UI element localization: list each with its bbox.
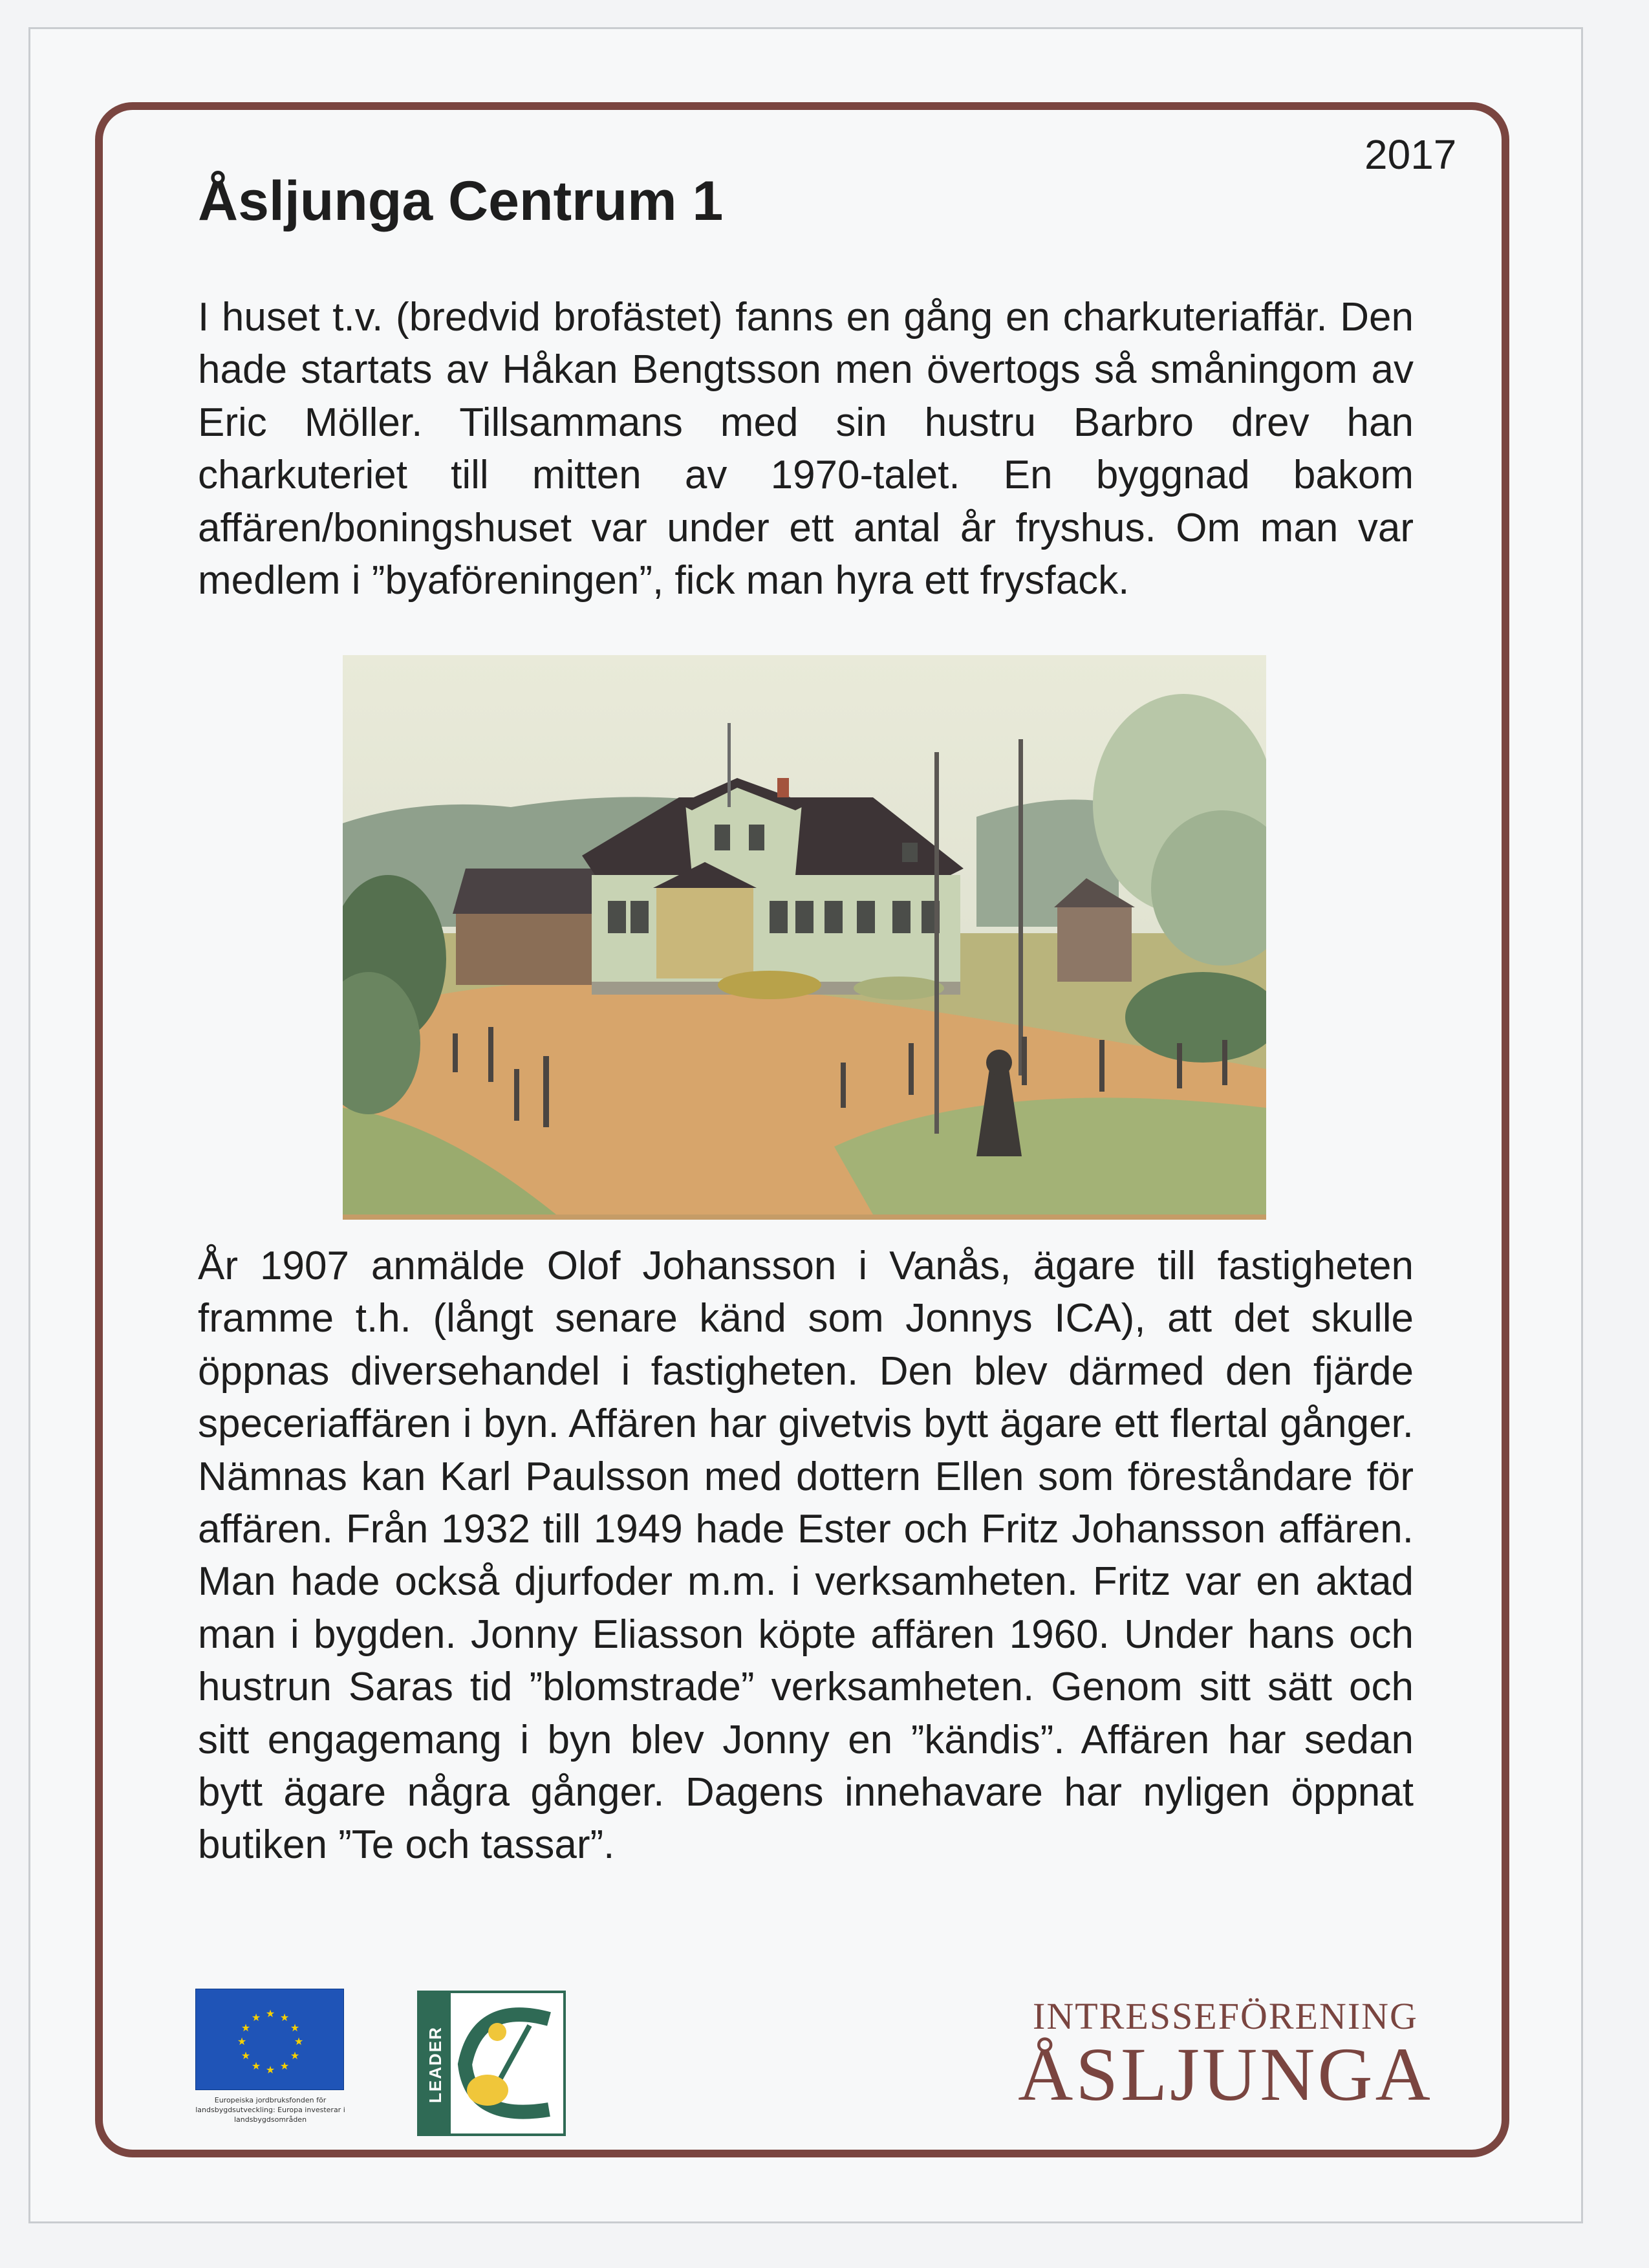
svg-text:★: ★ [251,2011,261,2024]
paragraph-diversehandel: År 1907 anmälde Olof Johansson i Vanås, ägare till fastigheten framme t.h. (långt senare känd som Jonnys ICA), att det skulle öppnas diversehandel i fastigheten. Den blev därmed den fjärde speceriaffären i byn. Affären har givetvis bytt ägare ett flertal gånger. Nämnas kan Karl Paulsson med dottern Ellen som föreståndare för affären. Från 1932 till 1949 hade Ester och Fritz Johansson affären. Man hade också djurfoder m.m. i verksamheten. Fritz var en aktad man i bygden. Jonny Eliasson köpte affären 1960. Under hans och hustrun Saras tid ”blomstrade” verksamheten. Genom sitt sätt och sitt engagemang i byn blev Jonny en ”kändis”. Affären har sedan bytt ägare några gånger. Dagens innehavare har nyligen öppnat butiken ”Te och tassar”. [198,1244,1414,1868]
svg-text:★: ★ [290,2022,300,2034]
svg-text:★: ★ [237,2035,247,2047]
brand-line2: ÅSLJUNGA [1018,2032,1433,2117]
svg-text:★: ★ [265,2007,275,2020]
paragraph-charkuteri: I huset t.v. (bredvid brofästet) fanns en gång en charkuteriaffär. Den hade startats av Håkan Bengtsson men övertogs så småningom av Eric Möller. Tillsammans med sin hustru Barbro drev han charkuteriet till mitten av 1970-talet. En byggnad bakom affären/boningshuset var under ett antal år fryshus. Om man var medlem i ”byaföreningen”, fick man hyra ett frysfack. [198,295,1414,603]
intresseforening-logo [957,1995,1494,2117]
svg-text:★: ★ [251,2060,261,2072]
svg-text:★: ★ [290,2049,300,2062]
svg-text:★: ★ [265,2064,275,2076]
eu-stars-icon [196,1989,345,2091]
eu-flag-icon [195,1989,344,2090]
painting-image [343,655,1266,1220]
svg-text:★: ★ [279,2060,290,2072]
leader-text: LEADER [426,2026,445,2103]
eu-logo [195,1989,345,2137]
page-title: Åsljunga Centrum 1 [198,170,724,232]
svg-text:★: ★ [241,2049,251,2062]
painting-illustration [343,655,1266,1215]
svg-text:★: ★ [279,2011,290,2024]
svg-text:★: ★ [241,2022,251,2034]
leader-logo [417,1991,566,2136]
brand-line1: INTRESSEFÖRENING [1033,1995,1418,2037]
leader-emblem-icon [420,1993,563,2133]
eu-caption: Europeiska jordbruksfonden för landsbygdsutveckling: Europa investerar i landsbygdsområden [195,2096,345,2124]
svg-text:★: ★ [294,2035,304,2047]
year-label: 2017 [1364,131,1457,178]
